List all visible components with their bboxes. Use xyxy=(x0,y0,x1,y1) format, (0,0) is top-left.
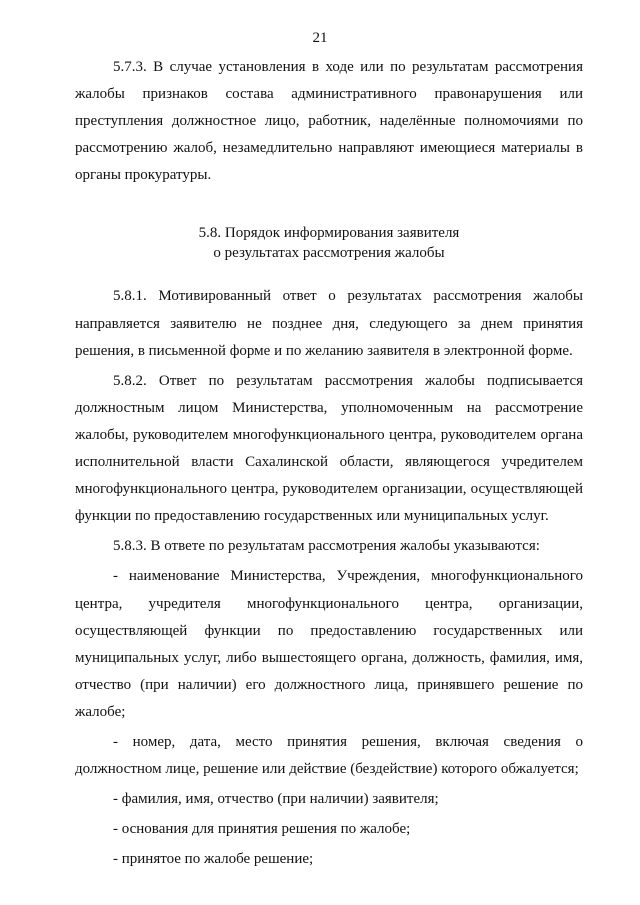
paragraph-5-8-3: 5.8.3. В ответе по результатам рассмотрения жалобы указываются: xyxy=(113,538,540,555)
section-heading-5-8 xyxy=(75,223,583,263)
list-item: - основания для принятия решения по жалобе; xyxy=(113,821,411,838)
paragraph-5-7-3: 5.7.3. В случае установления в ходе или по результатам рассмотрения жалобы признаков состава административного правонарушения или преступления должностное лицо, работник, наделённые полномочиями по рассмотрению жалоб, незамедлительно направляют имеющиеся материалы в органы прокуратуры. xyxy=(75,59,583,184)
paragraph-5-8-1: 5.8.1. Мотивированный ответ о результатах рассмотрения жалобы направляется заявителю не позднее дня, следующего за днем принятия решения, в письменной форме и по желанию заявителя в электронной форме. xyxy=(75,288,583,359)
section-heading-line-2: о результатах рассмотрения жалобы xyxy=(213,245,445,262)
list-item: - фамилия, имя, отчество (при наличии) заявителя; xyxy=(113,791,439,808)
section-heading-line-1: 5.8. Порядок информирования заявителя xyxy=(198,225,460,242)
document-body xyxy=(75,54,583,873)
paragraph-5-8-2: 5.8.2. Ответ по результатам рассмотрения жалобы подписывается должностным лицом Министерства, уполномоченным на рассмотрение жалобы, руководителем многофункционального центра, руководителем органа исполнительной власти Сахалинской области, являющегося учредителем многофункционального центра, руководителем организации, осуществляющей функции по предоставлению государственных или муниципальных услуг. xyxy=(75,372,583,525)
list-item: - принятое по жалобе решение; xyxy=(113,851,314,868)
list-item: - номер, дата, место принятия решения, включая сведения о должностном лице, решение или действие (бездействие) которого обжалуется; xyxy=(75,733,583,778)
page-number: 21 xyxy=(312,30,328,46)
list-item: - наименование Министерства, Учреждения, многофункционального центра, учредителя многофункционального центра, организации, осуществляющей функции по предоставлению государственных или муниципальных услуг, либо вышестоящего органа, должность, фамилия, имя, отчество (при наличии) его должностного лица, принявшего решение по жалобе; xyxy=(75,568,583,720)
